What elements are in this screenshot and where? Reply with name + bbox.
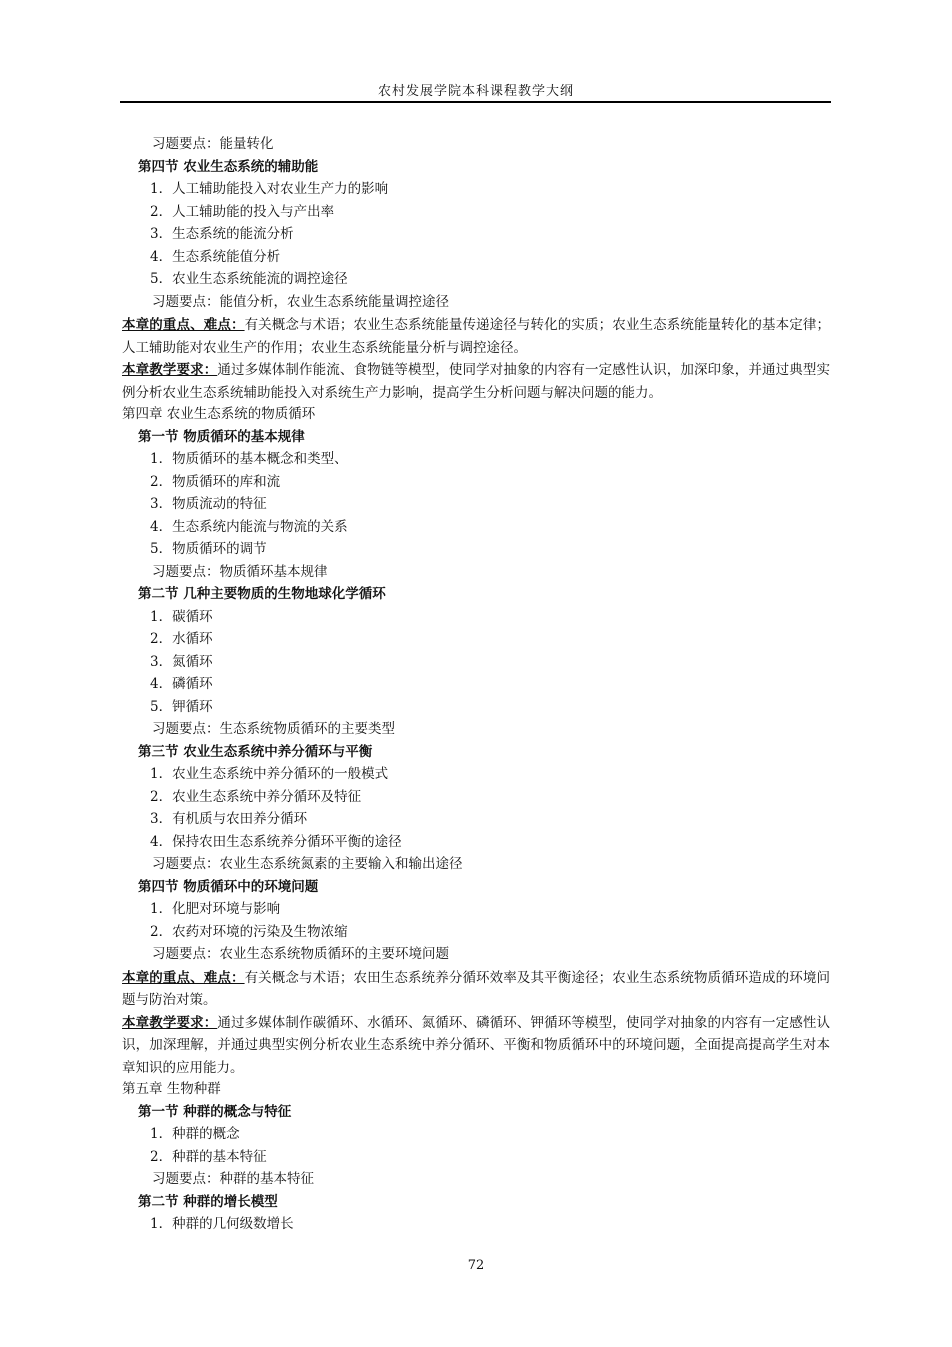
exercise-note: 习题要点：物质循环基本规律 [152,563,328,580]
paragraph-label: 本章教学要求： [122,1014,218,1031]
list-item: 2．人工辅助能的投入与产出率 [150,203,335,220]
list-item: 5．物质循环的调节 [150,541,267,557]
list-item: 2．农业生态系统中养分循环及特征 [150,788,362,805]
list-item: 2．物质循环的库和流 [150,473,281,490]
paragraph-text: 有关概念与术语；农业生态系统能量传递途径与转化的实质；农业生态系统能量转化的基本定律；人工辅助能对农业生产的作用；农业生态系统能量分析与调控途径。 [122,317,831,356]
summary-paragraph [122,967,830,1012]
exercise-note: 习题要点：能值分析，农业生态系统能量调控途径 [152,293,449,310]
page-number: 72 [467,1258,485,1273]
list-item: 5．农业生态系统能流的调控途径 [150,271,348,287]
list-item: 1．碳循环 [150,608,213,625]
header-rule [120,101,831,103]
list-item: 3．生态系统的能流分析 [150,226,294,242]
chapter-heading: 第四章 农业生态系统的物质循环 [122,406,316,422]
list-item: 4．磷循环 [150,676,213,692]
exercise-note: 习题要点：能量转化 [152,136,274,152]
paragraph-text: 通过多媒体制作碳循环、水循环、氮循环、磷循环、钾循环等模型，使同学对抽象的内容有一定感性认识，加深理解，并通过典型实例分析农业生态系统中养分循环、平衡和物质循环中的环境问题，全面提高提高学生对本章知识的应用能力。 [122,1014,831,1076]
list-item: 4．保持农田生态系统养分循环平衡的途径 [150,833,402,850]
paragraph-text: 有关概念与术语；农田生态系统养分循环效率及其平衡途径；农业生态系统物质循环造成的环境问题与防治对策。 [122,969,831,1008]
exercise-note: 习题要点：农业生态系统氮素的主要输入和输出途径 [152,856,463,872]
paragraph-label: 本章的重点、难点： [122,969,245,986]
chapter-heading: 第五章 生物种群 [122,1081,221,1097]
list-item: 1．物质循环的基本概念和类型、 [150,451,348,467]
list-item: 5．钾循环 [150,698,213,715]
list-item: 2．农药对环境的污染及生物浓缩 [150,923,348,940]
list-item: 4．生态系统内能流与物流的关系 [150,518,348,535]
summary-paragraph [122,314,830,359]
exercise-note: 习题要点：种群的基本特征 [152,1171,314,1187]
list-item: 3．物质流动的特征 [150,496,267,512]
list-item: 2．种群的基本特征 [150,1148,267,1165]
paragraph-label: 本章的重点、难点： [122,317,245,333]
section-heading: 第一节 物质循环的基本规律 [138,428,305,445]
section-heading: 第四节 物质循环中的环境问题 [138,878,319,895]
section-heading: 第三节 农业生态系统中养分循环与平衡 [138,743,373,760]
exercise-note: 习题要点：农业生态系统物质循环的主要环境问题 [152,946,449,962]
list-item: 3．氮循环 [150,653,213,670]
list-item: 1．种群的概念 [150,1126,240,1142]
section-heading: 第二节 几种主要物质的生物地球化学循环 [138,586,386,602]
paragraph-label: 本章教学要求： [122,362,218,378]
list-item: 3．有机质与农田养分循环 [150,811,308,827]
header-title: 农村发展学院本科课程教学大纲 [377,84,574,99]
list-item: 1．种群的几何级数增长 [150,1216,294,1232]
paragraph-text: 通过多媒体制作能流、食物链等模型，使同学对抽象的内容有一定感性认识，加深印象，并通过典型实例分析农业生态系统辅助能投入对系统生产力影响，提高学生分析问题与解决问题的能力。 [122,362,831,401]
section-heading: 第二节 种群的增长模型 [138,1193,278,1210]
summary-paragraph [122,1012,830,1080]
section-heading: 第一节 种群的概念与特征 [138,1103,292,1120]
list-item: 4．生态系统能值分析 [150,248,281,265]
list-item: 1．人工辅助能投入对农业生产力的影响 [150,181,389,197]
list-item: 1．农业生态系统中养分循环的一般模式 [150,766,389,782]
list-item: 2．水循环 [150,631,213,647]
summary-paragraph [122,359,830,404]
list-item: 1．化肥对环境与影响 [150,901,281,917]
exercise-note: 习题要点：生态系统物质循环的主要类型 [152,721,395,737]
section-heading: 第四节 农业生态系统的辅助能 [138,158,319,175]
